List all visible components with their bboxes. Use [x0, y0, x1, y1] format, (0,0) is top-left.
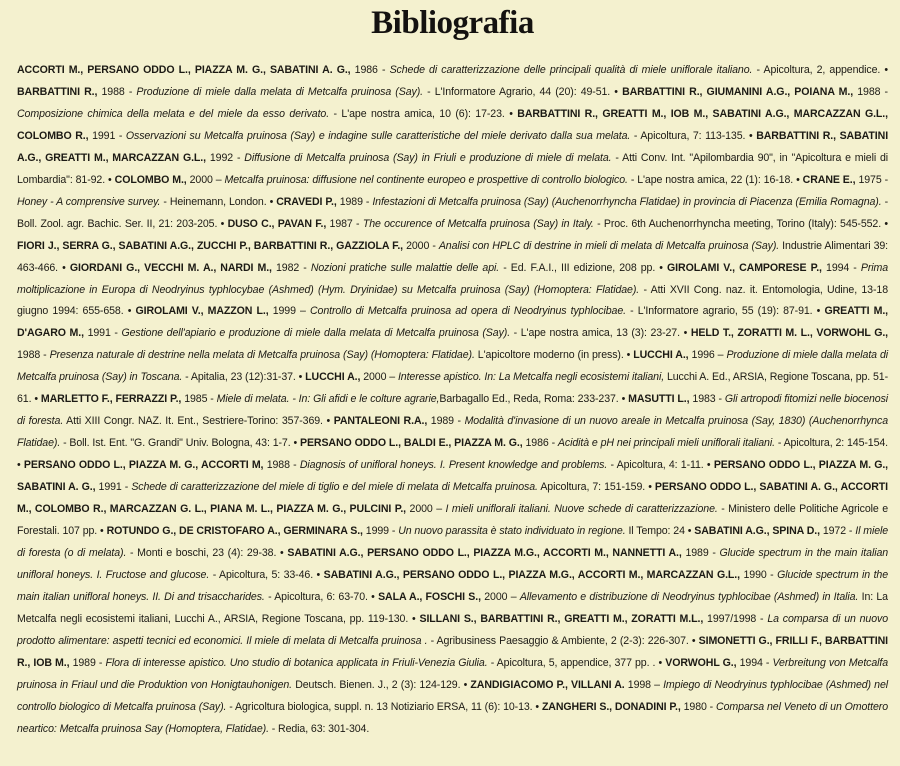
entry-source: - Apicoltura, 2, appendice. — [752, 64, 881, 76]
entry-source: - L'ape nostra amica, 10 (6): 17-23. — [329, 107, 505, 120]
entry-separator: • — [610, 85, 623, 98]
entry-source: - Agricoltura biologica, suppl. n. 13 Notiziario ERSA, 11 (6): 10-13. — [226, 700, 533, 713]
entry-source: Apicoltura, 7: 151-159. — [537, 481, 646, 494]
entry-authors: GIROLAMI V., CAMPORESE P., — [667, 261, 822, 274]
entry-separator: • — [367, 590, 379, 603]
entry-authors: HELD T., ZORATTI M. L., VORWOHL G., — [690, 327, 889, 340]
entry-source: - Apicoltura, 7: 113-135. — [630, 129, 746, 142]
entry-source: - Apicoltura, 4: 1-11. — [607, 459, 704, 472]
entry-title: Metcalfa pruinosa: diffusione nel continente europeo e prospettive di controllo biologico. — [224, 173, 628, 186]
bibliography-entry — [115, 174, 793, 186]
entry-source: Lucchi A. Ed., ARSIA, Regione Toscana, pp. 51-61. — [17, 371, 889, 406]
entry-year: 1994 - — [821, 261, 861, 274]
entry-source: - Ministero delle Politiche Agricole e Forestali. 107 pp. — [17, 503, 888, 538]
bibliography-entry — [41, 393, 619, 405]
entry-title: Infestazioni di Metcalfa pruinosa (Say) (Auchenorrhyncha Flatidae) in provincia di Piacenza (Emilia Romagna). — [372, 195, 882, 208]
entry-separator: • — [688, 634, 699, 647]
entry-title: Comparsa nel Veneto di un Omottero neartico: Metcalfa pruinosa Say (Homoptera, Flatidae). — [17, 700, 889, 735]
entry-title: Interesse apistico. In: La Metcalfa negli ecosistemi italiani, — [397, 371, 665, 384]
entry-separator: • — [322, 415, 334, 428]
entry-authors: FIORI J., SERRA G., SABATINI A.G., ZUCCHI P., BARBATTINI R., GAZZIOLA F., — [17, 239, 404, 252]
entry-source: - Apicoltura, 6: 63-70. — [264, 590, 368, 603]
entry-source: - L'Informatore agrario, 55 (19): 87-91. — [625, 305, 813, 318]
entry-year: 1986 - — [350, 64, 390, 76]
entry-separator: • — [408, 612, 420, 625]
entry-authors: SABATINI A.G., SPINA D., — [694, 525, 820, 538]
entry-authors: LUCCHI A., — [633, 349, 689, 362]
entry-source: - Ed. F.A.I., III edizione, 208 pp. — [499, 261, 656, 274]
bibliography-list — [17, 60, 888, 741]
bibliography-entry — [107, 525, 685, 537]
entry-source: - Apitalia, 23 (12):31-37. — [182, 371, 296, 384]
entry-separator: • — [97, 525, 107, 538]
bibliography-entry — [70, 262, 655, 274]
entry-authors: BARBATTINI R., SABATINI A.G., GREATTI M., MARCAZZAN G.L., — [17, 129, 889, 164]
entry-authors: PERSANO ODDO L., SABATINI A. G., ACCORTI M., COLOMBO R., MARCAZZAN G. L., PIANA M. L., PIAZZA M. G., PULCINI P., — [17, 481, 889, 516]
entry-separator: • — [645, 481, 655, 494]
entry-source: - Atti XVII Cong. naz. it. Entomologia, Udine, 13-18 giugno 1994: 655-658. — [17, 283, 888, 318]
entry-year: 2000 – — [360, 371, 398, 384]
entry-year: 1999 – — [268, 305, 310, 318]
entry-year: 1988 - — [97, 85, 137, 98]
entry-separator: • — [295, 371, 306, 384]
bibliography-entry — [17, 86, 610, 98]
entry-year: 1975 - — [855, 173, 889, 186]
entry-year: 1980 - — [680, 700, 717, 713]
entry-year: 1972 - — [819, 525, 856, 538]
entry-title: Diagnosis of unifloral honeys. I. Present knowledge and problems. — [299, 459, 608, 472]
entry-source: - Boll. Zool. agr. Bachic. Ser. II, 21: 203-205. — [17, 195, 889, 230]
entry-separator: • — [123, 305, 136, 318]
entry-year: 2000 – — [186, 173, 225, 186]
entry-separator: • — [655, 656, 666, 669]
entry-authors: PANTALEONI R.A., — [333, 415, 428, 428]
bibliography-entry — [300, 437, 888, 449]
entry-year: 1987 - — [326, 217, 363, 230]
entry-year: 1994 - — [736, 656, 773, 669]
entry-source: - Apicoltura, 2: 145-154. — [774, 437, 889, 450]
entry-separator: • — [276, 546, 288, 559]
entry-title: Analisi con HPLC di destrine in mieli di melata di Metcalfa pruinosa (Say). — [438, 239, 780, 252]
entry-year: 1986 - — [522, 437, 558, 450]
entry-authors: ROTUNDO G., DE CRISTOFARO A., GERMINARA S., — [106, 525, 363, 538]
entry-authors: MASUTTI L., — [628, 393, 690, 406]
entry-separator: • — [532, 700, 542, 713]
entry-authors: PERSANO ODDO L., PIAZZA M. G., ACCORTI M, — [23, 459, 264, 472]
entry-title: I mieli uniflorali italiani. Nuove schede di caratterizzazione. — [445, 503, 718, 516]
entry-separator: • — [623, 349, 634, 362]
entry-year: 1982 - — [271, 261, 311, 274]
entry-title: Honey - A comprensive survey. — [17, 195, 161, 208]
entry-source: - L'ape nostra amica, 22 (1): 16-18. — [627, 173, 794, 186]
entry-year: 1991 - — [88, 129, 126, 142]
entry-authors: PERSANO ODDO L., PIAZZA M. G., SABATINI A. G., — [17, 459, 889, 494]
entry-title: Nozioni pratiche sulle malattie delle api. — [310, 261, 500, 274]
entry-separator: • — [105, 173, 115, 186]
bibliography-entry — [228, 218, 881, 230]
entry-year: 1989 - — [681, 546, 720, 559]
entry-year: 1996 – — [688, 349, 727, 362]
entry-source: Industrie Alimentari 39: 463-466. — [17, 239, 888, 274]
entry-authors: SABATINI A.G., PERSANO ODDO L., PIAZZA M.G., ACCORTI M., MARCAZZAN G.L., — [323, 568, 740, 581]
entry-separator: • — [217, 217, 228, 230]
entry-source: - Redia, 63: 301-304. — [268, 722, 370, 735]
entry-authors: PERSANO ODDO L., BALDI E., PIAZZA M. G., — [299, 437, 523, 450]
entry-separator: • — [655, 261, 668, 274]
entry-year: 1989 - — [69, 656, 106, 669]
entry-title: Glucide spectrum in the main italian unifloral honeys. I. Fructose and glucose. — [17, 546, 889, 581]
entry-separator: • — [793, 173, 803, 186]
entry-separator: • — [684, 525, 695, 538]
entry-separator: • — [17, 459, 24, 472]
entry-authors: ACCORTI M., PERSANO ODDO L., PIAZZA M. G., SABATINI A. G., — [17, 64, 351, 76]
entry-year: 2000 – — [480, 590, 520, 603]
entry-authors: ZANDIGIACOMO P., VILLANI A. — [470, 678, 625, 691]
entry-source: L'apicoltore moderno (in press). — [474, 349, 624, 362]
entry-year: 1998 – — [624, 678, 664, 691]
entry-title: Presenza naturale di destrine nella melata di Metcalfa pruinosa (Say) (Homoptera: Flatidae). — [49, 349, 475, 362]
entry-year: 1989 - — [336, 195, 373, 208]
entry-year: 1992 - — [206, 151, 245, 164]
entry-title: Allevamento e distribuzione di Neodryinus typhlocibae (Ashmed) in Italia. — [519, 590, 859, 603]
entry-year: 1988 - — [853, 85, 888, 98]
entry-title: Miele di melata. - In: Gli afidi e le colture agrarie, — [216, 393, 440, 406]
entry-title: Diffusione di Metcalfa pruinosa (Say) in Friuli e produzione di miele di melata. — [244, 151, 612, 164]
entry-authors: VORWOHL G., — [665, 656, 737, 669]
entry-title: Acidità e pH nei principali mieli uniflorali italiani. — [557, 437, 775, 450]
entry-source: - Proc. 6th Auchenorrhyncha meeting, Torino (Italy): 545-552. — [593, 217, 882, 230]
entry-title: Schede di caratterizzazione delle principali qualità di miele uniflorale italiano. — [389, 64, 753, 76]
entry-source: - Apicoltura, 5, appendice, 377 pp. . — [487, 656, 656, 669]
entry-authors: BARBATTINI R., — [17, 85, 98, 98]
entry-title: Produzione di miele dalla melata di Metcalfa pruinosa (Say). — [136, 85, 423, 98]
entry-source: In: La Metcalfa negli ecosistemi italiani, Lucchi A., ARSIA, Regione Toscana, pp. 119-130. — [17, 590, 888, 625]
entry-title: Modalità d'invasione di un nuovo areale in Metcalfa pruinosa (Say, 1830) (Auchenorrhynca Flatidae). — [17, 415, 889, 450]
entry-separator: • — [703, 459, 714, 472]
entry-title: Verbreitung von Metcalfa pruinosa in Friaul und die Produktion von Honigtauhonigen. — [17, 656, 889, 691]
entry-title: Schede di caratterizzazione del miele di tiglio e del miele di melata di Metcalfa pruinosa. — [131, 481, 538, 494]
entry-separator: • — [745, 129, 757, 142]
entry-source: - Agribusiness Paesaggio & Ambiente, 2 (2-3): 226-307. — [427, 634, 689, 647]
entry-year: 1999 - — [362, 525, 399, 538]
entry-year: 2000 – — [406, 503, 446, 516]
entry-separator: • — [618, 393, 629, 406]
page-title: Bibliografia — [371, 5, 534, 41]
entry-authors: MARLETTO F., FERRAZZI P., — [40, 393, 182, 406]
entry-authors: CRAVEDI P., — [276, 195, 337, 208]
entry-title: Gli artropodi fitomizi nelle biocenosi di foresta. — [17, 393, 889, 428]
entry-source: Barbagallo Ed., Reda, Roma: 233-237. — [439, 393, 619, 406]
entry-source: - L'Informatore Agrario, 44 (20): 49-51. — [422, 85, 611, 98]
entry-separator: • — [812, 305, 825, 318]
entry-source: - Heinemann, London. — [160, 195, 267, 208]
entry-year: 1990 - — [740, 568, 778, 581]
entry-title: Osservazioni su Metcalfa pruinosa (Say) e indagine sulle caratteristiche del miele derivato dalla sua melata. — [125, 129, 631, 142]
entry-authors: BARBATTINI R., GIUMANINI A.G., POIANA M., — [622, 85, 854, 98]
entry-year: 1988 - — [263, 459, 300, 472]
entry-title: Il miele di foresta (o di melata). — [17, 525, 889, 559]
bibliography-entry — [17, 64, 880, 76]
entry-source: - Boll. Ist. Ent. "G. Grandi" Univ. Bologna, 43: 1-7. — [60, 437, 291, 450]
bibliography-entry — [135, 305, 812, 317]
entry-separator: • — [58, 261, 70, 274]
entry-separator: • — [31, 393, 41, 406]
entry-title: Flora di interesse apistico. Uno studio di botanica applicata in Friuli-Venezia Giulia. — [105, 656, 488, 669]
entry-separator: • — [880, 64, 889, 76]
entry-source: Deutsch. Bienen. J., 2 (3): 124-129. — [292, 678, 461, 691]
entry-year: 1989 - — [427, 415, 465, 428]
entry-year: 1985 - — [181, 393, 217, 406]
entry-authors: SALA A., FOSCHI S., — [378, 590, 481, 603]
entry-separator: • — [460, 678, 471, 691]
entry-year: 1991 - — [83, 327, 122, 340]
entry-separator: • — [881, 217, 889, 230]
entry-year: 1988 - — [17, 349, 50, 362]
entry-authors: CRANE E., — [802, 173, 856, 186]
entry-authors: LUCCHI A., — [305, 371, 361, 384]
entry-authors: SABATINI A.G., PERSANO ODDO L., PIAZZA M.G., ACCORTI M., NANNETTI A., — [287, 546, 682, 559]
entry-separator: • — [504, 107, 518, 120]
entry-source: - Atti Conv. Int. "Apilombardia 90", in "Apicoltura e mieli di Lombardia": 81-92. — [17, 151, 889, 186]
entry-separator: • — [679, 327, 691, 340]
entry-authors: DUSO C., PAVAN F., — [227, 217, 327, 230]
entry-authors: GIROLAMI V., MAZZON L., — [135, 305, 269, 318]
entry-title: La comparsa di un nuovo prodotto alimentare: aspetti tecnici ed economici. Il miele di melata di Metcalfa pruinosa . — [17, 612, 888, 647]
entry-separator: • — [290, 437, 300, 450]
entry-authors: GREATTI M., D'AGARO M., — [17, 305, 889, 340]
entry-year: 1997/1998 - — [703, 612, 768, 625]
entry-year: 1991 - — [95, 481, 132, 494]
entry-authors: COLOMBO M., — [114, 173, 187, 186]
entry-source: Il Tempo: 24 — [625, 525, 685, 538]
entry-authors: GIORDANI G., VECCHI M. A., NARDI M., — [69, 261, 272, 274]
entry-title: Impiego di Neodryinus typhlocibae (Ashmed) nel controllo biologico di Metcalfa pruinosa (Say). — [17, 678, 888, 713]
entry-title: Gestione dell'apiario e produzione di miele dalla melata di Metcalfa pruinosa (Say). — [121, 327, 511, 340]
entry-source: - Apicoltura, 5: 33-46. — [209, 568, 314, 581]
entry-year: 1983 - — [689, 393, 725, 406]
entry-source: - L'ape nostra amica, 13 (3): 23-27. — [510, 327, 680, 340]
entry-authors: SIMONETTI G., FRILLI F., BARBATTINI R., IOB M., — [17, 634, 888, 669]
entry-title: The occurence of Metcalfa pruinosa (Say) in Italy. — [362, 217, 594, 230]
bibliography-entry — [24, 459, 704, 471]
entry-authors: SILLANI S., BARBATTINI R., GREATTI M., ZORATTI M.L., — [419, 612, 704, 625]
entry-source: Atti XIII Congr. NAZ. It. Ent., Sestriere-Torino: 357-369. — [63, 415, 323, 428]
entry-title: Controllo di Metcalfa pruinosa ad opera di Neodryinus typhlocibae. — [309, 305, 626, 318]
entry-authors: ZANGHERI S., DONADINI P., — [541, 700, 681, 713]
entry-title: Un nuovo parassita è stato individuato in regione. — [398, 525, 626, 538]
entry-year: 2000 - — [403, 239, 439, 252]
entry-separator: • — [266, 195, 277, 208]
entry-title: Glucide spectrum in the main italian unifloral honeys. II. Di and trisaccharides. — [17, 568, 889, 603]
entry-authors: BARBATTINI R., GREATTI M., IOB M., SABATINI A.G., MARCAZZAN G.L., COLOMBO R., — [17, 107, 888, 142]
entry-source: - Monti e boschi, 23 (4): 29-38. — [126, 546, 277, 559]
entry-title: Composizione chimica della melata e del miele da esso derivato. — [17, 107, 330, 120]
entry-title: Produzione di miele dalla melata di Metcalfa pruinosa (Say) in Toscana. — [17, 349, 888, 384]
entry-separator: • — [313, 568, 324, 581]
entry-title: Prima moltiplicazione in Europa di Neodryinus typhlocybae (Ashmed) (Hym. Dryinidae) su Metcalfa pruinosa (Say) (Homoptera: Flatidae). — [17, 261, 889, 296]
